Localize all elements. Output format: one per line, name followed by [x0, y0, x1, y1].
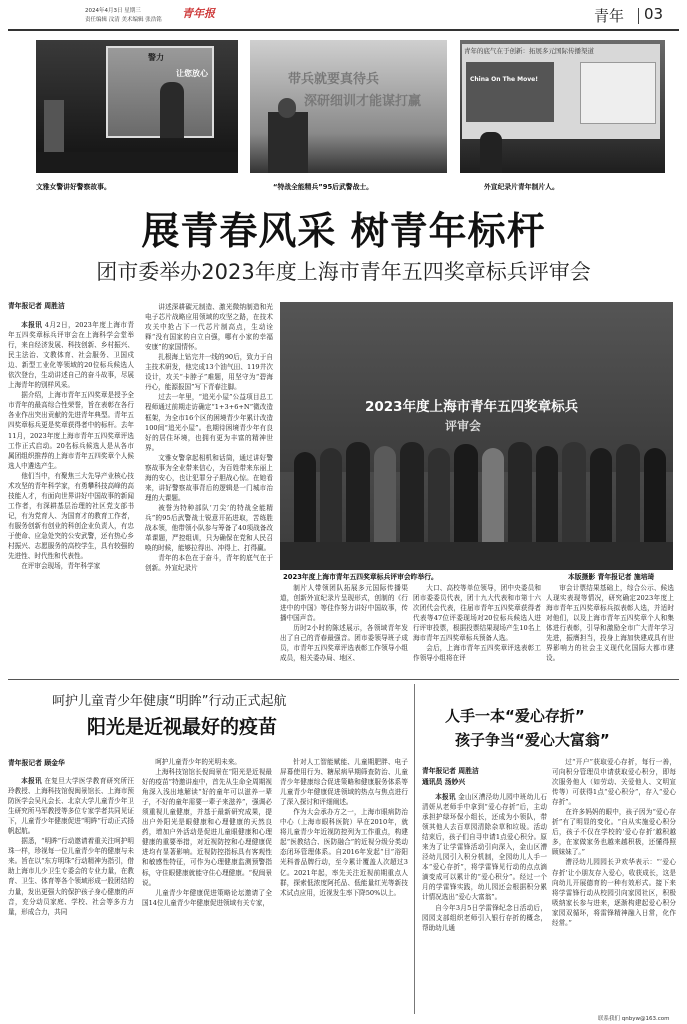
backdrop-sign-text: 评审会	[445, 419, 482, 433]
paragraph: 自今年3月5日学雷锋纪念日活动后，园园支部组织老师引入银行存折的概念，帮助幼儿通	[422, 903, 547, 932]
paragraph: 漕泾幼儿园园长尹欢华表示：“‘爱心存折’让小朋友存入爱心，收获成长，这是向幼儿开展德育的一种有效形式。接下来将学雷锋行动从校园引向家园社区，积极吸纳家长参与进来，逐渐构建起爱心积分家园双循环，将雷锋精神融入日常，化作经常。”	[552, 858, 676, 927]
article2-col-1	[8, 776, 134, 1016]
article2-col-3	[280, 757, 408, 1016]
lead-label: 本报讯	[435, 793, 456, 801]
stage-backdrop	[280, 302, 673, 472]
person	[590, 448, 612, 552]
paragraph: 会后，上海市青年五四奖章评选表彰工作领导小组将在评	[413, 644, 541, 663]
paragraph: 被誉为特种部队‘刀尖’的特战全能精兵”的95后武警战士锐意开拓进取，苦练胜战本领，他带领小队参与筹备了40项战备改革课题，严控组训，只为确保在党和人民召唤的时候，能够拉得出、冲得上、打得赢。	[145, 503, 273, 553]
article2-col-2	[142, 757, 272, 1016]
person	[562, 442, 586, 552]
paragraph: 金山区漕泾幼儿园中班幼儿石清妍从老师手中拿到“爱心存折”后，主动承担护绿环保小组长，还成为小领队，带领其他人去百草园清除杂草和垃圾。活动结束后，孩子们自寻申请1点爱心积分。原来为了让学雷锋活动引向深入，金山区漕泾幼儿园引入积分机制，全园幼儿人手一本“爱心存折”，将学雷锋见行动的点点滴滴变成可以累计的“爱心积分”。经过一个月的学雷锋实践，幼儿园还会根据积分累计情况选出“爱心大富翁”。	[422, 793, 547, 902]
person	[508, 442, 532, 552]
paragraph: 据悉，“明眸”行动邀请着重关注呵护明珠一样，珍视每一位儿童青少年的健康与未来。旨在以“东方明珠”行动精神为指引，借助上海市儿少卫生专委会的专业力量，在教育、卫生、体育等各个领域形成一股团结的力量，发出更强大的保护孩子身心健康的声音，充分动员家庭、学校、社会等多方力量，形成合力，共同	[8, 837, 134, 916]
photo-caption-3: 外宣纪录片青年制片人。	[484, 183, 559, 191]
paragraph: 在许多妈妈的眼中，孩子因为“爱心存折”有了明显的变化。“自从实施爱心积分后，孩子不仅在学校的‘爱心存折’越积越多，在家做家务也越来越积极，还懂得照顾妹妹了。”	[552, 808, 676, 857]
screen-title: 青年的底气在于创新：拓展多元国际传播渠道	[464, 47, 594, 55]
person	[294, 452, 316, 552]
person	[616, 444, 640, 552]
paragraph: 扎根海上钻完井一线的90后，致力于自主技术研发，他完成13个油气田、119井次设计，攻关“卡脖子”难题，用坚守为“碧海丹心，能源报国”写下青春注脚。	[145, 353, 273, 392]
header-rule	[8, 29, 679, 31]
paragraph: 在评审会现场，青年科学家	[21, 562, 101, 571]
paragraph: 大口、高校等单位领导，团中央委员和团市委委员代表，团十九大代表和市第十六次团代会代表，往届市青年五四奖章获得者代表等47位评委现场对20位标兵候选人进行评审投票，根据投票结果现场产生10名上海市青年五四奖章标兵预备人选。	[413, 584, 541, 643]
footer-contact: 联系我们 qnbyw@163.com	[598, 1016, 670, 1022]
column-divider	[414, 684, 415, 1014]
paragraph: 上海科技馆馆长倪闽景在“阳光是近视最好的疫苗”特邀讲座中，首先从生命全周期视角深入浅出地解读“好的童年可以滋养一辈子，不好的童年需要一辈子来滋养”，强调必须重视儿童健康，并基于最新研究成果，提出户外阳光是眼健康和心理健康的天然良药，增加户外活动是促进儿童眼健康和心理健康的重要举措，对近视防控和心理健康促进均有显著影响。近视防控指标具有客观性和敏感性特征，可作为心理健康监测预警指标，守住眼健康就能守住心理健康。“倪闽景说。	[142, 768, 272, 887]
photo-documentary-producer	[460, 40, 665, 173]
section-divider	[638, 8, 639, 24]
officer-figure	[160, 82, 184, 138]
screen-text: China On The Move!	[470, 76, 538, 83]
photo-caption-2: “特战全能精兵”95后武警战士。	[273, 183, 373, 191]
article3-byline-1: 青年报记者 周胜洁	[422, 767, 479, 775]
main-byline: 青年报记者 周胜洁	[8, 302, 65, 310]
article3-headline-1: 人手一本“爱心存折”	[445, 707, 585, 725]
article2-byline: 青年报记者 顾金华	[8, 759, 65, 767]
header-date: 2024年4月3日 星期三	[85, 8, 141, 14]
header-editors: 责任编辑 汶清 美术编辑 张浩铭	[85, 17, 162, 23]
paragraph: 他们当中，有聚焦三大先导产业核心技术攻坚的青年科学家，有勇攀科技高峰的高技能人才，有面向世界讲好中国故事的新闻工作者，有深耕基层治理的社区党支部书记，有为党育人、为国育才的教育工作者，有服务创新有创业的科创企业负责人，有忠于使命、应急处突的公安武警，还有热心乡村振兴、志愿服务的高校学生，具有较强的先进性、时代性和代表性。	[8, 471, 134, 561]
person	[644, 448, 666, 552]
screen-title: 让您放心	[176, 69, 208, 78]
paragraph: 文雅女警拿起相机和话筒，通过讲好警察故事为全业带来信心，为百姓带来东丽上海的安心，也让犯罪分子胆战心惊。在她看来，讲好警察故事背后的逻辑是一门城市治理的大课题。	[145, 453, 273, 502]
section-title: 青年	[594, 7, 625, 25]
paragraph: 制片人带领团队拓展多元国际传播渠道，创新外宣纪录片呈现形式，创制的《行进中的中国》等佳作努力讲好中国故事，传播中国声音。	[280, 584, 408, 623]
producer-figure	[480, 132, 502, 173]
paragraph: 4月2日，2023年度上海市青年五四奖章标兵评审会在上海科学会堂举行，来自经济发展、科技创新、乡村振兴、民主法治、文教体育、社会服务、卫国戍边、新型工业化等领域的20位标兵候选人依次登台，生动讲述自己的奋斗故事，尽展上海青年的别样风采。	[8, 321, 134, 390]
article3-col-2	[552, 757, 676, 1014]
article2-headline: 阳光是近视最好的疫苗	[87, 716, 278, 738]
paragraph: 作为大会承办方之一，上海市眼病防治中心（上海市眼科医院）早在2010年，就将儿童青少年近视防控列为工作重点，构建起“医教结合、医防融合”的近视分级分类动态闭环管理体系。自2016年发起“目”浴阳光科普品牌行动，至今累计覆盖人次超过3亿。2021年起，率先关注近视前期重点人群，探索低浓度阿托品、低能量红光等新技术试点应用，近视发生率下降50%以上。	[280, 808, 408, 897]
soldier-figure	[278, 98, 296, 118]
photo-armed-police	[250, 40, 447, 173]
backdrop-banner-text: 2023年度上海市青年五四奖章标兵	[365, 399, 579, 415]
paragraph: 呵护儿童青少年的光明未来。	[155, 758, 241, 766]
photo-police-officer	[36, 40, 238, 173]
paragraph: 青年的本色在于奋斗，青年的底气在于创新。外宣纪录片	[145, 554, 273, 573]
paragraph: 针对人工智能赋能、儿童期肥胖、电子屏幕使用行为、糖尿病早期筛查防治、儿童青少年健康综合促进策略和健康服务体系等儿童青少年健康促进领域的热点与焦点进行了深入探讨和评细阐述。	[280, 758, 408, 807]
group-photo-credit: 本版摄影 青年报记者 施培琦	[568, 573, 655, 581]
section-rule	[8, 679, 679, 680]
paragraph: 过去一年里，“追光小屋”公益项目总工程师通过前期走访确定“1+3+6+N”微改造框架，为全市16个区的困境青少年累计改造100间“追光小屋”。也期待困境青少年有良好的居住环境，也拥有更为丰富的精神世界。	[145, 393, 273, 452]
person	[400, 442, 424, 552]
page-number: 03	[644, 5, 664, 23]
main-subheadline: 团市委举办2023年度上海市青年五四奖章标兵评审会	[96, 260, 591, 284]
main-col-4	[413, 583, 541, 668]
article3-byline-2: 通讯员 汤妙兴	[422, 778, 466, 786]
group-photo	[280, 302, 673, 570]
main-col-2	[145, 302, 273, 585]
main-col-5	[546, 583, 674, 668]
person	[320, 448, 342, 552]
stage-floor	[36, 152, 238, 173]
stage-floor	[280, 542, 673, 570]
person	[482, 448, 504, 552]
main-col-1	[8, 320, 134, 645]
paragraph: 历时2小时的陈述展示，各领域青年发出了自己的青春最强音。团市委领导班子成员，市青年五四奖章评选表彰工作领导小组成员，相关委办局、地区、	[280, 624, 408, 663]
screen-subtitle: 警力	[148, 53, 164, 62]
newspaper-logo: 青年报	[182, 7, 215, 20]
lead-label: 本报讯	[21, 321, 43, 329]
paragraph: 过“开户”获取爱心存折，每行一善，可向积分管理员申请获取爱心积分，即每次服务他人（如劳动、关爱他人、文明宣传等）可获得1点“爱心积分”，存入“爱心存折”。	[552, 758, 676, 807]
paragraph: 讲述深耕碳元制造、激光微纳制造和光电子芯片战略应用领域的攻坚之路，在技术攻关中抢占下一代芯片制高点，生动诠释“没有国家的自立自强，哪有小家的幸福安康”的家国情怀。	[145, 303, 273, 352]
person	[374, 446, 396, 552]
screen-image-right	[580, 62, 656, 124]
podium	[268, 112, 308, 173]
screen-image-left	[466, 62, 554, 122]
banner-line-1: 带兵就要真待兵	[288, 72, 380, 87]
article2-kicker: 呵护儿童青少年健康“明眸”行动正式起航	[52, 694, 287, 709]
banner-line-2: 深研细训才能谋打赢	[304, 94, 422, 109]
person	[454, 444, 478, 552]
main-headline: 展青春风采 树青年标杆	[141, 209, 546, 253]
article3-col-1	[422, 792, 547, 1014]
person	[536, 446, 558, 552]
main-col-3	[280, 583, 408, 668]
paragraph: 儿童青少年健康促进策略论坛邀请了全国14位儿童青少年健康促进领域有关专家，	[142, 888, 272, 907]
person	[428, 448, 450, 552]
paragraph: 审会计票结果基础上，综合公示、候选人现实表现等情况，研究确定2023年度上海市青年五四奖章标兵拟表彰人选，并适时对他们，以及上海市青年五四奖章个人和集体进行表彰，引导和激励全市广大青年学习先进，振膺担当，投身上海加快建成具有世界影响力的社会主义现代化国际大都市建设。	[546, 584, 674, 663]
person	[346, 442, 370, 552]
photo-caption-1: 文雅女警讲好警察故事。	[36, 183, 111, 191]
article3-headline-2: 孩子争当“爱心大富翁”	[455, 731, 610, 749]
group-photo-caption: 2023年度上海市青年五四奖章标兵评审会昨举行。	[283, 573, 438, 581]
paragraph: 在复旦大学医学教育研究所汪玲教授、上海科技馆倪闽景馆长、上海市预防医学会吴凡会长、北京大学儿童青少年卫生研究所马军教授等多位专家学者共同见证下，儿童青少年健康促进“明眸”行动正式扬帆起航。	[8, 777, 134, 836]
lead-label: 本报讯	[21, 777, 42, 785]
paragraph: 据介绍，上海市青年五四奖章是授予全市青年的最高综合性荣誉，旨在表彰在各行各业作出突出贡献的先进青年典型。青年五四奖章标兵更是奖章获得者中的标杆。去年11月，2023年度上海市青年五四奖章评选工作正式启动。20名标兵候选人是从各市属团组织推荐的上海市青年五四奖章个人候选人中遴选产生。	[8, 391, 134, 470]
